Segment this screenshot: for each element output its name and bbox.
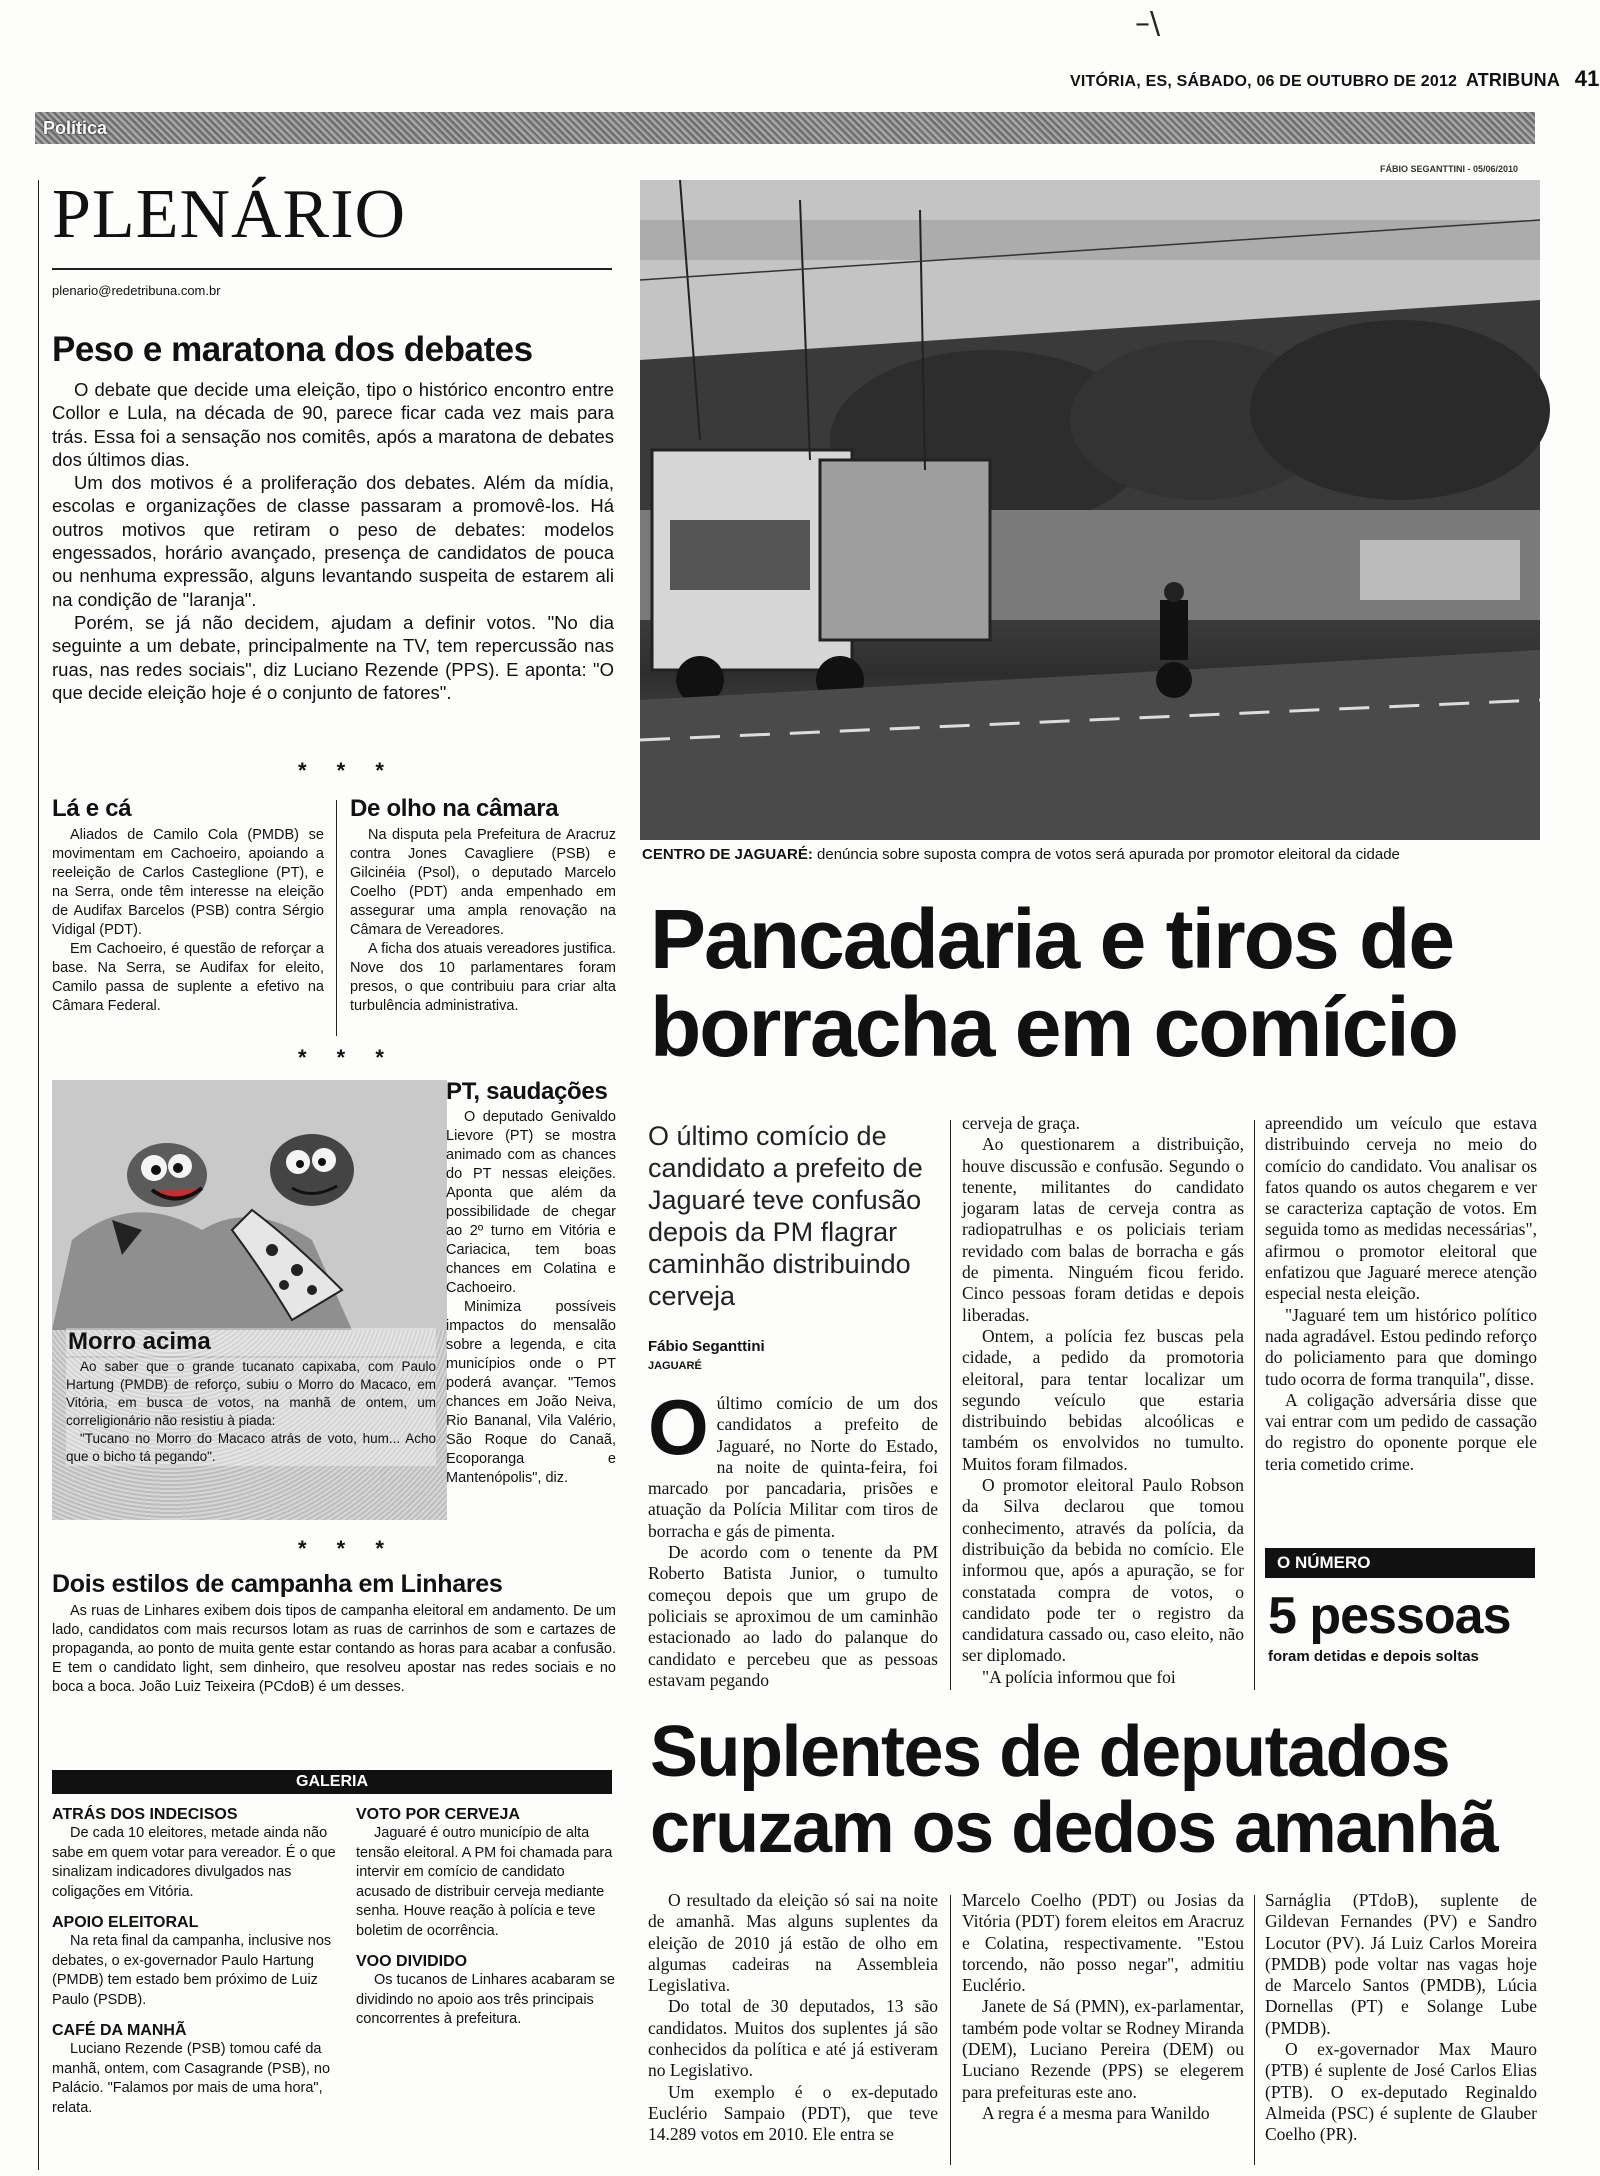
lead-body <box>52 378 614 704</box>
galeria-paragraph: Na reta final da campanha, inclusive nos debates, o ex-governador Paulo Hartung (PMDB) tem estado bem próximo de Luiz Paulo (PSDB). <box>52 1933 332 2008</box>
second-paragraph: A regra é a mesma para Wanildo <box>982 2102 1210 2123</box>
second-paragraph: O resultado da eleição só sai na noite de amanhã. Mas alguns suplentes da eleição de 2010 já estão de olho em algumas cadeiras na Assembleia Legislativa. <box>648 1890 938 1996</box>
main-paragraph: cerveja de graça. <box>962 1113 1081 1133</box>
galeria-paragraph: Luciano Rezende (PSB) tomou café da manhã, ontem, com Casagrande (PSB), no Palácio. "Falamos por mais de uma hora", relata. <box>52 2041 331 2116</box>
second-headline-line: cruzam os dedos amanhã <box>650 1787 1498 1868</box>
galeria-item-title: VOO DIVIDIDO <box>356 1953 468 1970</box>
la-e-ca-paragraph: Em Cachoeiro, é questão de reforçar a base. Na Serra, se Audifax for eleito, Camilo passa de suplente a efetivo na Câmara Federal. <box>52 941 324 1014</box>
second-col-2 <box>962 1890 1244 2124</box>
cartoon-paragraph: Ao saber que o grande tucanato capixaba, com Paulo Hartung (PMDB) de reforço, subiu o Morro do Macaco, em Vitória, em busca de votos, na manhã de ontem, um correligionário não resistiu à piada: <box>66 1359 436 1428</box>
section-label: Política <box>43 118 108 138</box>
main-headline <box>650 892 1457 1075</box>
photo-credit: FÁBIO SEGANTTINI - 05/06/2010 <box>1380 164 1519 174</box>
main-paragraph: "A polícia informou que foi <box>982 1666 1176 1687</box>
main-col-2 <box>962 1113 1244 1688</box>
galeria-col-left <box>52 1806 337 2118</box>
second-col-3 <box>1265 1890 1537 2146</box>
main-deck: O último comício de candidato a prefeito de Jaguaré teve confusão depois da PM flagrar caminhão distribuindo cerveja <box>648 1121 923 1311</box>
galeria-item-text <box>356 1971 618 2030</box>
main-paragraph: Ontem, a polícia fez buscas pela cidade, a pedido da promotoria eleitoral, para tentar localizar um segundo veículo que estaria distribuindo bebidas alcoólicas e também os envolvidos no tumulto. Muitos foram filmados. <box>962 1325 1244 1474</box>
dropcap: O <box>648 1383 709 1471</box>
title-rule <box>52 268 612 270</box>
de-olho-headline: De olho na câmara <box>350 795 559 822</box>
second-paragraph: Janete de Sá (PMN), ex-parlamentar, também pode voltar se Rodney Miranda (DEM), Luciano Pereira (DEM) ou Luciano Rezende (PPS) se elegerem para prefeituras este ano. <box>962 1996 1244 2102</box>
galeria-col-right <box>356 1806 618 2030</box>
column-rule <box>1254 1120 1255 1690</box>
main-paragraph: Ao questionarem a distribuição, houve discussão e confusão. Segundo o tenente, militantes do candidato jogaram latas de cerveja contra as radiopatrulhas e os policiais teriam revidado com balas de borracha e gás de pimenta. Ninguém ficou ferido. Cinco pessoas foram detidas e depois liberadas. <box>962 1134 1244 1325</box>
galeria-item-text <box>52 2040 337 2118</box>
la-e-ca-paragraph: Aliados de Camilo Cola (PMDB) se movimentam em Cachoeiro, apoiando a reeleição de Carlos Casteglione (PT), e na Serra, onde têm interesse na eleição de Audifax Barcelos (PSB) contra Sérgio Vidigal (PDT). <box>52 827 324 938</box>
column-rule <box>336 800 337 1036</box>
left-margin-rule <box>38 180 39 2170</box>
section-bar <box>35 112 1535 144</box>
pt-saudacoes-paragraph: O deputado Genivaldo Lievore (PT) se mostra animado com as chances do PT nessas eleições. Aponta que além da possibilidade de chegar ao 2º turno em Vitória e Cariacica, tem boas chances em Colatina e Cachoeiro. <box>446 1109 616 1296</box>
second-paragraph: O ex-governador Max Mauro (PTB) é suplente de José Carlos Elias (PTB). O ex-deputado Reginaldo Almeida (PSC) é suplente de Glauber Coelho (PR). <box>1265 2039 1537 2145</box>
cartoon-text <box>66 1358 436 1466</box>
cartoon-title: Morro acima <box>66 1328 436 1356</box>
main-paragraph: apreendido um veículo que estava distribuindo cerveja no meio do comício do candidato. Vou analisar os fatos quando os autos chegarem e ver se caracteriza captação de votos. Em seguida tomo as medidas necessárias", afirmou o promotor eleitoral que enfatizou que Jaguaré merece atenção especial nesta eleição. <box>1265 1113 1537 1304</box>
pt-saudacoes-body <box>446 1108 616 1488</box>
lead-headline: Peso e maratona dos debates <box>52 330 533 369</box>
caption-text: denúncia sobre suposta compra de votos será apurada por promotor eleitoral da cidade <box>817 846 1400 863</box>
main-paragraph: último comício de um dos candidatos a prefeito de Jaguaré, no Norte do Estado, na noite de quinta-feira, foi marcado por pancadaria, prisões e atuação da Polícia Militar com tiros de borracha e gás de pimenta. <box>648 1393 938 1541</box>
corner-mark: –\ <box>1135 6 1161 41</box>
galeria-item-title: APOIO ELEITORAL <box>52 1914 199 1931</box>
brand-name: ATRIBUNA <box>1465 70 1561 90</box>
column-rule <box>950 1895 951 2165</box>
dois-estilos-headline: Dois estilos de campanha em Linhares <box>52 1570 503 1598</box>
galeria-item-title: CAFÉ DA MANHÃ <box>52 2022 187 2039</box>
dateline-text: VITÓRIA, ES, SÁBADO, 06 DE OUTUBRO DE 2012 <box>1070 73 1458 90</box>
column-rule <box>950 1120 951 1690</box>
o-numero-label: O NÚMERO <box>1277 1553 1371 1572</box>
separator-stars: * * * <box>298 1536 396 1561</box>
de-olho-body <box>350 826 616 1016</box>
la-e-ca-headline: Lá e cá <box>52 795 132 822</box>
main-headline-line: borracha em comício <box>650 980 1457 1075</box>
galeria-item-text <box>356 1824 618 1941</box>
galeria-paragraph: Jaguaré é outro município de alta tensão eleitoral. A PM foi chamada para intervir em comício de candidato acusado de distribuir cerveja mediante senha. Houve reação à polícia e teve boletim de ocorrência. <box>356 1825 613 1939</box>
dois-estilos-body <box>52 1602 616 1697</box>
photo-caption <box>642 846 1400 863</box>
de-olho-paragraph: A ficha dos atuais vereadores justifica. Nove dos 10 parlamentares foram presos, o que contribuiu para criar alta turbulência administrativa. <box>350 941 616 1014</box>
separator-stars: * * * <box>298 758 396 783</box>
lead-paragraph: Porém, se já não decidem, ajudam a definir votos. "No dia seguinte a um debate, principalmente na TV, tem repercussão nas ruas, nas redes sociais", diz Luciano Rezende (PPS). E aponta: "O que decide eleição hoje é o conjunto de fatores". <box>52 611 614 703</box>
second-paragraph: Um exemplo é o ex-deputado Euclério Sampaio (PDT), que teve 14.289 votos em 2010. Ele entra se <box>648 2081 938 2145</box>
main-col-3 <box>1265 1113 1537 1475</box>
o-numero-value: 5 pessoas <box>1268 1587 1511 1645</box>
second-paragraph: Sarnáglia (PTdoB), suplente de Gildevan Fernandes (PV) e Sandro Locutor (PV). Já Luiz Carlos Moreira (PMDB) pode voltar nas vagas hoje de Marcelo Santos (PMDB), Lúcia Dornellas (PT) e Solange Lube (PMDB). <box>1265 1890 1537 2038</box>
second-headline-line: Suplentes de deputados <box>650 1712 1450 1792</box>
galeria-item-title: ATRÁS DOS INDECISOS <box>52 1806 238 1823</box>
pt-saudacoes-headline: PT, saudações <box>446 1078 608 1105</box>
dois-estilos-paragraph: As ruas de Linhares exibem dois tipos de campanha eleitoral em andamento. De um lado, candidatos com mais recursos lotam as ruas de carrinhos de som e cartazes de propaganda, ao ponto de muita gente estar contando as horas para acabar a confusão. E tem o candidato light, sem dinheiro, que resolveu apostar nas redes sociais e no boca a boca. João Luiz Teixeira (PCdoB) é um desses. <box>52 1603 616 1695</box>
column-title: PLENÁRIO <box>52 176 407 253</box>
main-paragraph: De acordo com o tenente da PM Roberto Batista Junior, o tumulto começou depois que um grupo de policiais se aproximou de um caminhão estacionado ao lado do palanque do candidato e percebeu que as pessoas estavam pegando <box>648 1542 938 1690</box>
main-col-1 <box>648 1383 938 1691</box>
lead-paragraph: Um dos motivos é a proliferação dos debates. Além da mídia, escolas e organizações de classe passaram a promovê-los. Há outros motivos que retiram o peso de debates: modelos engessados, horário avançado, presença de candidatos de pouca ou nenhuma expressão, alguns levantando suspeita de estarem ali na condição de "laranja". <box>52 472 614 610</box>
galeria-item-text <box>52 1824 337 1902</box>
street-scene <box>640 180 1540 840</box>
caption-label: CENTRO DE JAGUARÉ: <box>642 846 813 863</box>
main-headline-line: Pancadaria e tiros de <box>650 892 1454 986</box>
main-paragraph: O promotor eleitoral Paulo Robson da Silva declarou que tomou conhecimento, através da polícia, da distribuição da bebida no comício. Ele informou que, após a apuração, se for constatada compra de votos, o candidato pode ter o registro da candidatura cassado ou, caso eleito, não ser diplomado. <box>962 1475 1244 1666</box>
cartoon-paragraph: "Tucano no Morro do Macaco atrás de voto, hum... Acho que o bicho tá pegando". <box>66 1431 436 1464</box>
second-col-1 <box>648 1890 938 2146</box>
galeria-item-title: VOTO POR CERVEJA <box>356 1806 520 1823</box>
main-paragraph: "Jaguaré tem um histórico político nada agradável. Estou pedindo reforço do policiamento para que domingo tudo ocorra de forma tranquila", disse. <box>1265 1304 1537 1389</box>
galeria-item-text <box>52 1932 337 2010</box>
cartoon-drawing <box>52 1080 447 1330</box>
page-number: 41 <box>1574 66 1600 91</box>
dateline <box>1070 66 1600 92</box>
main-paragraph: A coligação adversária disse que vai entrar com um pedido de cassação do registro do oponente porque ele teria cometido crime. <box>1265 1389 1537 1474</box>
separator-stars: * * * <box>298 1045 396 1070</box>
column-email: plenario@redetribuna.com.br <box>52 283 221 298</box>
byline-location: JAGUARÉ <box>648 1360 702 1372</box>
second-headline <box>650 1712 1498 1868</box>
o-numero-note: foram detidas e depois soltas <box>1268 1648 1479 1665</box>
second-paragraph: Do total de 30 deputados, 13 são candidatos. Muitos dos suplentes já são conhecidos da política e até já estiveram no Legislativo. <box>648 1996 938 2081</box>
la-e-ca-body <box>52 826 324 1016</box>
galeria-title: GALERIA <box>296 1773 368 1790</box>
column-rule <box>1254 1895 1255 2165</box>
o-numero-bar <box>1265 1548 1535 1578</box>
galeria-paragraph: Os tucanos de Linhares acabaram se dividindo no apoio aos três principais concorrentes à prefeitura. <box>356 1972 615 2027</box>
cartoon-caption <box>66 1328 436 1466</box>
second-paragraph: Marcelo Coelho (PDT) ou Josias da Vitória (PDT) forem eleitos em Aracruz e Colatina, respectivamente. "Estou torcendo, não posso negar", admitiu Euclério. <box>962 1890 1244 1996</box>
galeria-paragraph: De cada 10 eleitores, metade ainda não sabe em quem votar para vereador. É o que sinalizam indicadores divulgados nas coligações em Vitória. <box>52 1825 336 1900</box>
news-photo <box>640 180 1540 840</box>
cartoon-illustration <box>52 1080 447 1520</box>
galeria-bar <box>52 1770 612 1794</box>
lead-paragraph: O debate que decide uma eleição, tipo o histórico encontro entre Collor e Lula, na década de 90, parece ficar cada vez mais para trás. Essa foi a sensação nos comitês, após a maratona de debates dos últimos dias. <box>52 379 614 470</box>
byline: Fábio Seganttini <box>648 1338 765 1355</box>
pt-saudacoes-paragraph: Minimiza possíveis impactos do mensalão sobre a legenda, e cita municípios onde o PT poderá avançar. "Temos chances em João Neiva, Rio Bananal, Vila Valério, São Roque do Canaã, Ecoporanga e Mantenópolis", diz. <box>446 1299 616 1486</box>
de-olho-paragraph: Na disputa pela Prefeitura de Aracruz contra Jones Cavagliere (PSB) e Gilcinéia (Psol), o deputado Marcelo Coelho (PDT) anda empenhado em assegurar uma ampla renovação na Câmara de Vereadores. <box>350 827 616 938</box>
